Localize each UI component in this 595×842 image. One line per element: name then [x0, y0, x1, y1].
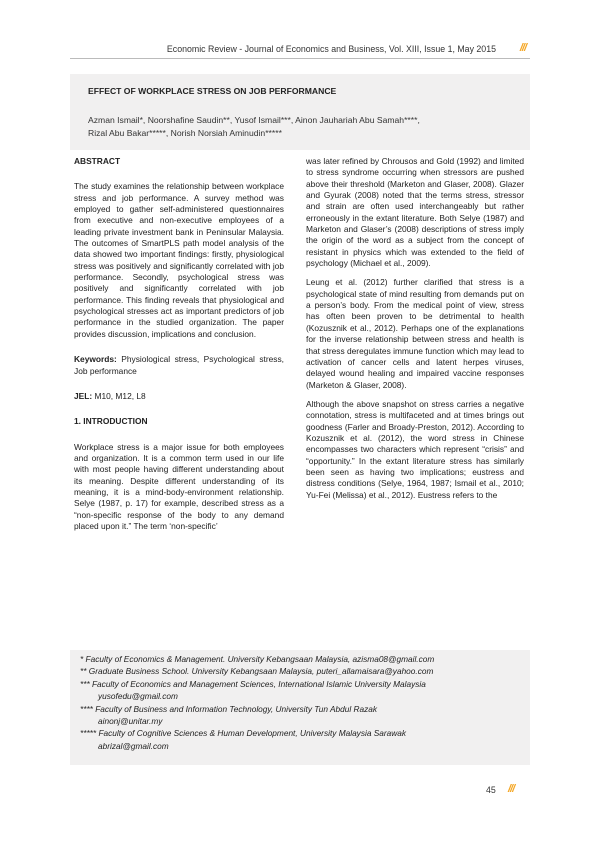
- body-paragraph-2: Leung et al. (2012) further clarified that stress is a psychological state of mind resulting from demands put on a person’s body. From the medical point of view, stress has often been proven to be detrimental to health (Kozusznik et al., 2012). Perhaps one of the explanations for the inverse relationship between stress and health is that stress deregulates immune function which may lead to activation of cancer cells and latent herpes viruses, delayed wound healing and impaired vaccine responses (Marketon & Glaser, 2008).: [306, 277, 524, 390]
- affiliation-5-email[interactable]: abrizal@gmail.com: [98, 740, 169, 751]
- header-decoration: ///: [519, 42, 526, 54]
- left-column: [74, 156, 284, 540]
- body-paragraph-3: Although the above snapshot on stress carries a negative connotation, stress is multifaceted and at times brings out goodness (Farler and Broady-Preston, 2012). According to Kozusznik et al. (2012), the word stress in Chinese encompasses two characters which represent “crisis” and “opportunity.” In the extant literature stress has similarly been seen as having two implications; eustress and distress conditions (Selye, 1964, 1987; Ismail et al., 2010; Yu-Fei (Melissa) et al., 2012). Eustress refers to the: [306, 398, 524, 500]
- introduction-heading: 1. INTRODUCTION: [74, 416, 148, 427]
- affiliation-4: **** Faculty of Business and Information Technology, University Tun Abdul Razak: [80, 703, 377, 714]
- affiliation-1: * Faculty of Economics & Management. University Kebangsaan Malaysia, azisma08@gmail.com: [80, 654, 435, 664]
- affiliation-5: ***** Faculty of Cognitive Sciences & Human Development, University Malaysia Sarawak: [80, 728, 407, 739]
- title-block: [70, 74, 530, 150]
- page-number: 45: [486, 785, 496, 795]
- running-header: [70, 40, 530, 60]
- jel-value: M10, M12, L8: [94, 390, 146, 401]
- keywords-value: Physiological stress, Psychological stress, Job performance: [74, 354, 284, 376]
- jel-label: JEL:: [74, 390, 93, 401]
- abstract-text: The study examines the relationship between workplace stress and job performance. A survey method was employed to gather self-administered questionnaires from executive and non-executive employees of a leading private investment bank in Peninsular Malaysia. The outcomes of SmartPLS path model analysis of the data showed two important findings: firstly, physiological stress was positively and significantly correlated with job performance. Secondly, psychological stress was positively and significantly correlated with job performance. This finding reveals that physiological and psychological stresses act as important predictors of job performance in the studied organization. The paper provides discussion, implications and conclusion.: [74, 181, 284, 339]
- journal-citation: Economic Review - Journal of Economics and Business, Vol. XIII, Issue 1, May 2015: [166, 44, 496, 54]
- keywords: [74, 354, 284, 377]
- authors-line-1: Azman Ismail*, Noorshafine Saudin**, Yusof Ismail***, Ainon Jauhariah Abu Samah****,: [88, 115, 420, 125]
- right-column: [306, 156, 524, 509]
- affiliation-4-email[interactable]: ainonj@unitar.my: [98, 716, 163, 727]
- paper-title: EFFECT OF WORKPLACE STRESS ON JOB PERFORMANCE: [88, 86, 337, 96]
- jel-codes: [74, 391, 284, 402]
- body-paragraph-1: was later refined by Chrousos and Gold (1992) and limited to stress syndrome occurring when stressors are pushed above their threshold (Marketon and Glaser, 2008). Glazer and Gyurak (2008) noted that the terms stress, stressor and strain are often used interchangeably but rather erroneously in the extant literature. Both Selye (1987) and Marketon and Glaser’s (2008) descriptions of stress imply the origin of the word as a subject from the concept of resistant in physics which was extended to the field of psychology (Michael et al., 2009).: [306, 156, 524, 269]
- authors-line-2: Rizal Abu Bakar*****, Norish Norsiah Aminudin*****: [88, 128, 282, 138]
- affiliation-list: [80, 653, 434, 752]
- affiliation-2: ** Graduate Business School. University Kebangsaan Malaysia, puteri_allamaisara@yahoo.com: [80, 666, 434, 677]
- abstract-heading: ABSTRACT: [74, 156, 121, 166]
- affiliation-3: *** Faculty of Economics and Management Sciences, International Islamic University Malaysia: [80, 678, 426, 689]
- header-rule: [70, 58, 530, 59]
- footer-decoration: ///: [508, 783, 515, 795]
- affiliations-box: [70, 650, 530, 765]
- affiliation-3-email[interactable]: yusofedu@gmail.com: [98, 691, 178, 702]
- introduction-paragraph: Workplace stress is a major issue for both employees and organization. It is a common term used in our life with most people having different understanding about its meaning. Despite different understanding of its meaning, it is a mind-body-environment relationship. Selye (1987, p. 17) for example, described stress as a “non-specific response of the body to any demand placed upon it.” The term ‘non-specific’: [74, 441, 284, 531]
- keywords-label: Keywords:: [74, 354, 117, 365]
- author-list: [88, 114, 518, 140]
